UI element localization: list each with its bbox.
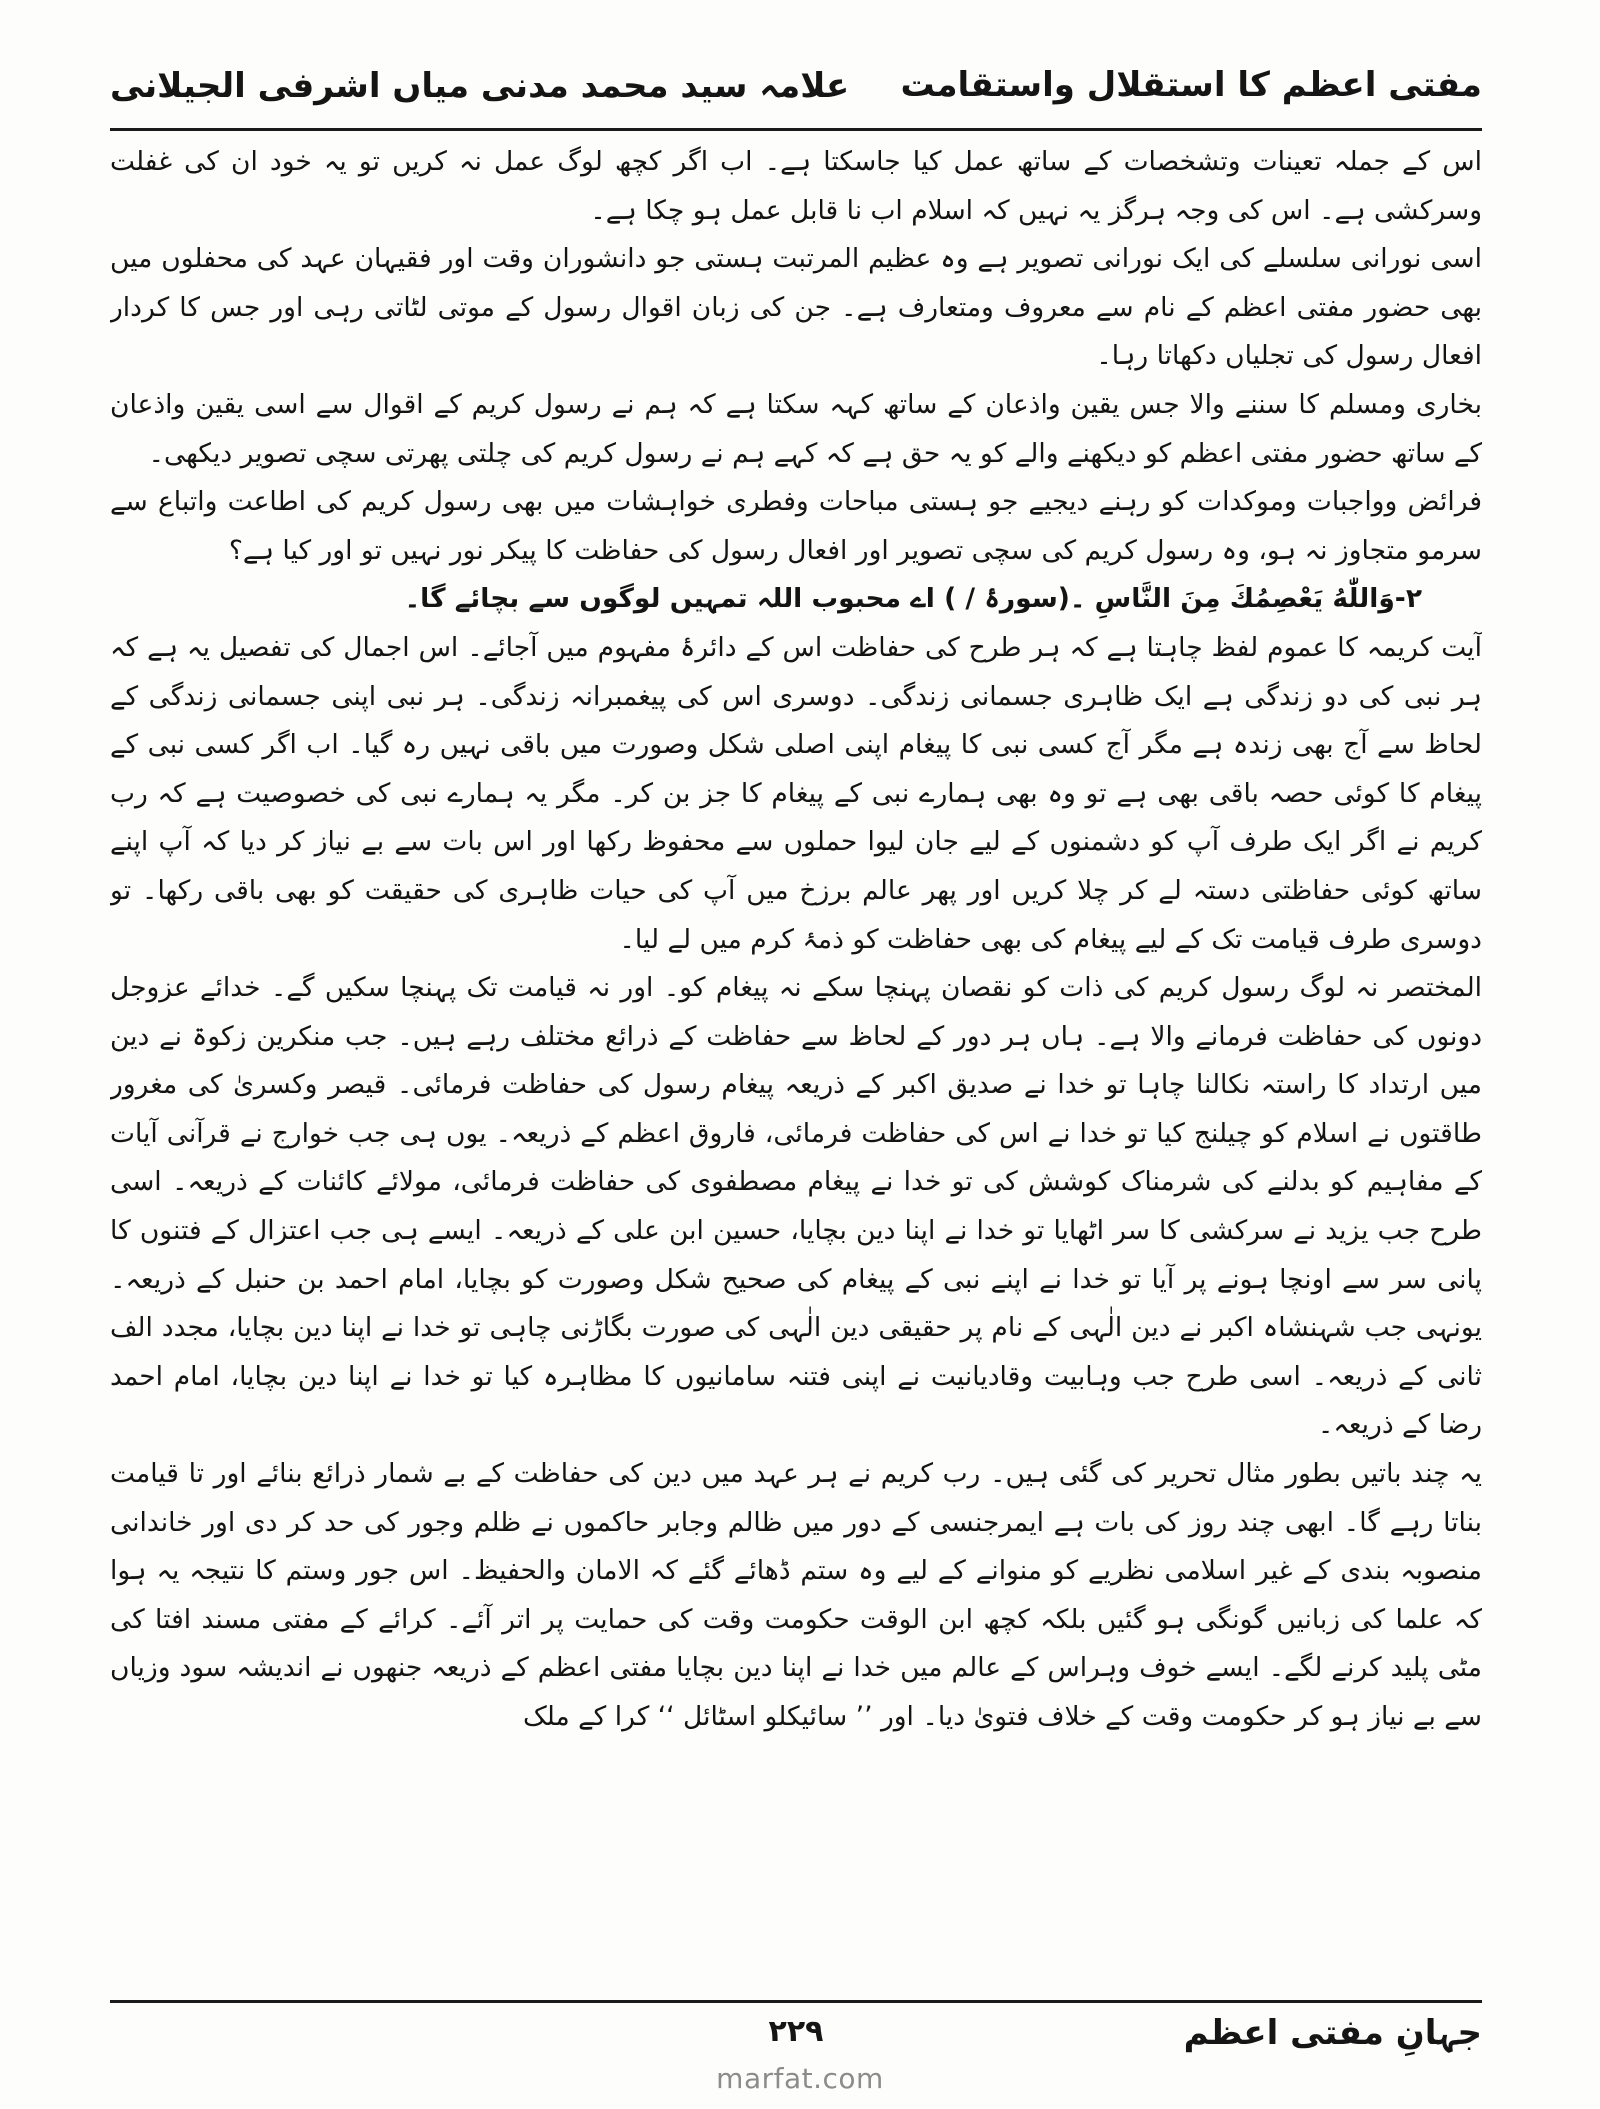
paragraph: یہ چند باتیں بطور مثال تحریر کی گئی ہیں۔ رب کریم نے ہر عہد میں دین کی حفاظت کے بے شمار ذرائع بنائے اور تا قیامت بناتا رہے گا۔ ابھی چند روز کی بات ہے ایمرجنسی کے دور میں ظالم وجابر حاکموں نے ظلم وجور کی حد کر دی اور خاندانی منصوبہ بندی کے غیر اسلامی نظریے کو منوانے کے لیے وہ ستم ڈھائے گئے کہ الامان والحفیظ۔ اس جور وستم کا نتیجہ یہ ہوا کہ علما کی زبانیں گونگی ہو گئیں بلکہ کچھ ابن الوقت حکومت وقت کی حمایت پر اتر آئے۔ کرائے کے مفتی مسند افتا کی مٹی پلید کرنے لگے۔ ایسے خوف وہراس کے عالم میں خدا نے اپنا دین بچایا مفتی اعظم کے ذریعہ جنھوں نے اندیشہ سود وزیاں سے بے نیاز ہو کر حکومت وقت کے خلاف فتویٰ دیا۔ اور ’’ سائیکلو اسٹائل ‘‘ کرا کے ملک <box>110 1458 1482 1732</box>
author-name: علامہ سید محمد مدنی میاں اشرفی الجیلانی <box>110 65 850 106</box>
paragraph: بخاری ومسلم کا سننے والا جس یقین واذعان کے ساتھ کہہ سکتا ہے کہ ہم نے رسول کریم کے اقوال سے اسی یقین واذعان کے ساتھ حضور مفتی اعظم کو دیکھنے والے کو یہ حق ہے کہ کہے ہم نے رسول کریم کی چلتی پھرتی سچی تصویر دیکھی۔ <box>110 388 1482 469</box>
book-title: جہانِ مفتی اعظم <box>1183 2013 1482 2053</box>
footer-divider <box>110 2000 1482 2003</box>
paragraph: آیت کریمہ کا عموم لفظ چاہتا ہے کہ ہر طرح کی حفاظت اس کے دائرۂ مفہوم میں آجائے۔ اس اجمال کی تفصیل یہ ہے کہ ہر نبی کی دو زندگی ہے ایک ظاہری جسمانی زندگی۔ دوسری اس کی پیغمبرانہ زندگی۔ ہر نبی اپنی جسمانی زندگی کے لحاظ سے آج بھی زندہ ہے مگر آج کسی نبی کا پیغام اپنی اصلی شکل وصورت میں باقی نہیں رہ گیا۔ اب اگر کسی نبی کے پیغام کا کوئی حصہ باقی بھی ہے تو وہ بھی ہمارے نبی کے پیغام کا جز بن کر۔ مگر یہ ہمارے نبی کی خصوصیت ہے کہ رب کریم نے اگر ایک طرف آپ کو دشمنوں کے لیے جان لیوا حملوں سے محفوظ رکھا اور اس بات سے بے نیاز کر دیا کہ آپ اپنے ساتھ کوئی حفاظتی دستہ لے کر چلا کریں اور پھر عالم برزخ میں آپ کی حیات ظاہری کی حقیقت کو بھی باقی رکھا۔ تو دوسری طرف قیامت تک کے لیے پیغام کی بھی حفاظت کو ذمۂ کرم میں لے لیا۔ <box>110 631 1482 955</box>
page-body <box>110 138 1482 1988</box>
watermark: marfat.com <box>716 2062 884 2095</box>
paragraph: فرائض وواجبات وموکدات کو رہنے دیجیے جو ہستی مباحات وفطری خواہشات میں بھی رسول کریم کی اطاعت واتباع سے سرمو متجاوز نہ ہو، وہ رسول کریم کی سچی تصویر اور افعال رسول کی حفاظت کا پیکر نور نہیں تو اور کیا ہے؟ <box>110 486 1482 566</box>
chapter-title: مفتی اعظم کا استقلال واستقامت <box>900 65 1482 105</box>
header-divider <box>110 128 1482 131</box>
paragraph: اسی نورانی سلسلے کی ایک نورانی تصویر ہے وہ عظیم المرتبت ہستی جو دانشوران وقت اور فقیہان عہد کی محفلوں میں بھی حضور مفتی اعظم کے نام سے معروف ومتعارف ہے۔ جن کی زبان اقوال رسول کے موتی لٹاتی رہی اور جس کا کردار افعال رسول کی تجلیاں دکھاتا رہا۔ <box>110 243 1482 372</box>
paragraph: اس کے جملہ تعینات وتشخصات کے ساتھ عمل کیا جاسکتا ہے۔ اب اگر کچھ لوگ عمل نہ کریں تو یہ خود ان کی غفلت وسرکشی ہے۔ اس کی وجہ ہرگز یہ نہیں کہ اسلام اب نا قابل عمل ہو چکا ہے۔ <box>110 146 1482 226</box>
paragraph: المختصر نہ لوگ رسول کریم کی ذات کو نقصان پہنچا سکے نہ پیغام کو۔ اور نہ قیامت تک پہنچا سکیں گے۔ خدائے عزوجل دونوں کی حفاظت فرمانے والا ہے۔ ہاں ہر دور کے لحاظ سے حفاظت کے ذرائع مختلف رہے ہیں۔ جب منکرین زکوۃ نے دین میں ارتداد کا راستہ نکالنا چاہا تو خدا نے صدیق اکبر کے ذریعہ پیغام رسول کی حفاظت فرمائی۔ قیصر وکسریٰ کی مغرور طاقتوں نے اسلام کو چیلنج کیا تو خدا نے اس کی حفاظت فرمائی، فاروق اعظم کے ذریعہ۔ یوں ہی جب خوارج نے قرآنی آیات کے مفاہیم کو بدلنے کی شرمناک کوشش کی تو خدا نے پیغام مصطفوی کی حفاظت فرمائی، مولائے کائنات کے ذریعہ۔ اسی طرح جب یزید نے سرکشی کا سر اٹھایا تو خدا نے اپنا دین بچایا، حسین ابن علی کے ذریعہ۔ ایسے ہی جب اعتزال کے فتنوں کا پانی سر سے اونچا ہونے پر آیا تو خدا نے اپنے نبی کے پیغام کی صحیح شکل وصورت کو بچایا، امام احمد بن حنبل کے ذریعہ۔ یونہی جب شہنشاہ اکبر نے دین الٰہی کے نام پر حقیقی دین الٰہی کی صورت بگاڑنی چاہی تو خدا نے اپنا دین بچایا، مجدد الف ثانی کے ذریعہ۔ اسی طرح جب وہابیت وقادیانیت نے اپنی فتنہ سامانیوں کا مظاہرہ کیا تو خدا نے اپنا دین بچایا، امام احمد رضا کے ذریعہ۔ <box>110 972 1482 1441</box>
page-header <box>110 40 1482 130</box>
quran-verse: ۲-وَاللّٰهُ يَعْصِمُكَ مِنَ النَّاسِ ۔(سورۂ / ) اے محبوب اللہ تمہیں لوگوں سے بچائے گا۔ <box>404 583 1422 615</box>
page-number: ۲۲۹ <box>768 2014 824 2049</box>
